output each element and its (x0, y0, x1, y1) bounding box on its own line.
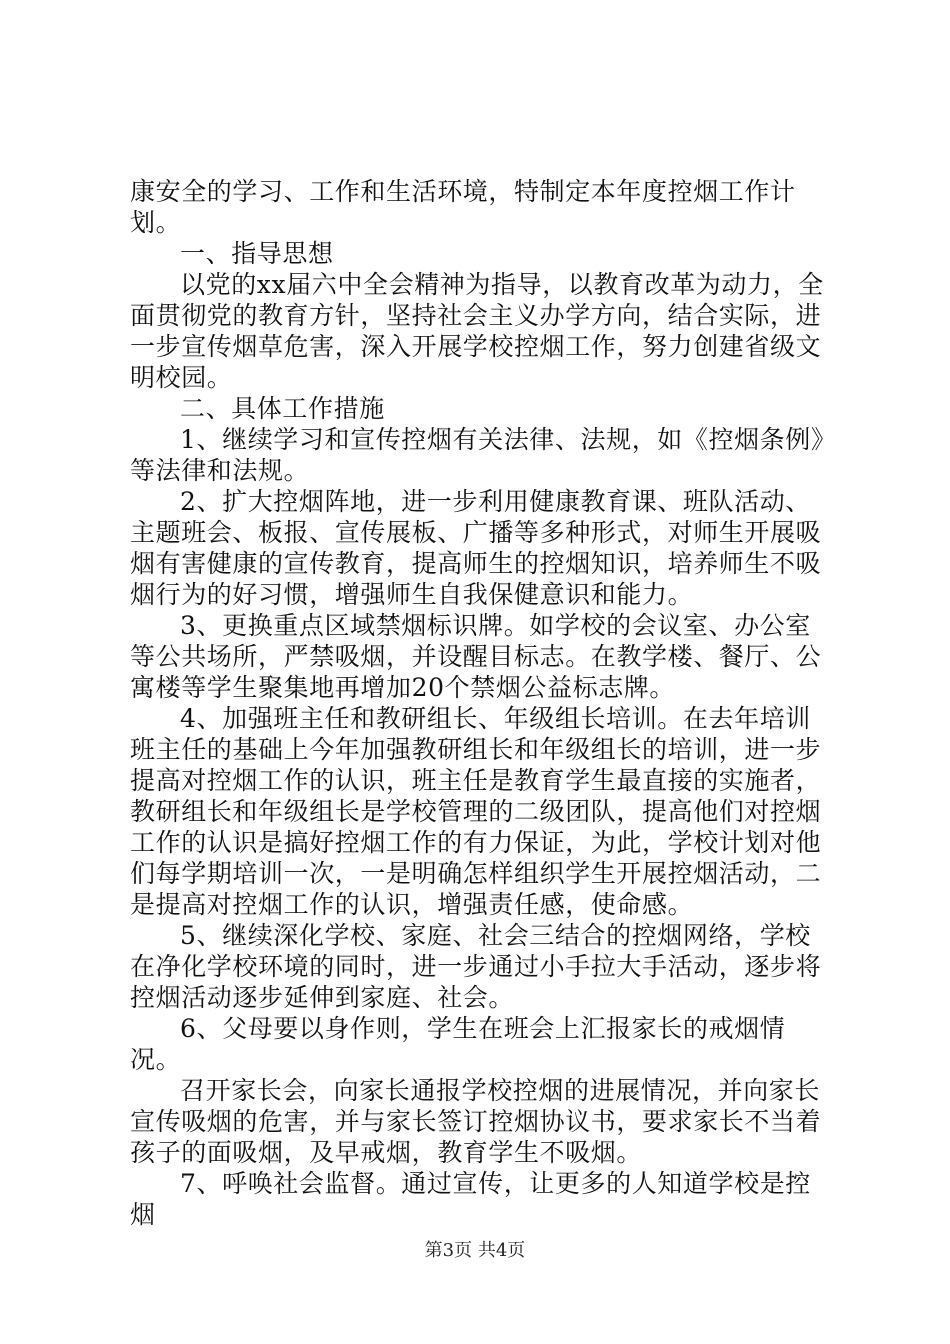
paragraph-parent-meeting: 召开家长会，向家长通报学校控烟的进展情况，并向家长宣传吸烟的危害，并与家长签订控烟协议书，要求家长不当着孩子的面吸烟，及早戒烟，教育学生不吸烟。 (130, 1076, 822, 1167)
paragraph-guiding-thought: 以党的xx届六中全会精神为指导，以教育改革为动力，全面贯彻党的教育方针，坚持社会主义办学方向，结合实际，进一步宣传烟草危害，深入开展学校控烟工作，努力创建省级文明校园。 (130, 270, 824, 392)
section-heading-guiding-thought: 一、指导思想 (180, 239, 334, 268)
paragraph-measure-2: 2、扩大控烟阵地，进一步利用健康教育课、班队活动、主题班会、板报、宣传展板、广播等多种形式，对师生开展吸烟有害健康的宣传教育，提高师生的控烟知识，培养师生不吸烟行为的好习惯，增强师生自我保健意识和能力。 (130, 487, 822, 609)
section-heading-measures: 二、具体工作措施 (180, 394, 385, 423)
paragraph-intro-continuation: 康安全的学习、工作和生活环境，特制定本年度控烟工作计划。 (130, 177, 796, 237)
paragraph-measure-7: 7、呼唤社会监督。通过宣传，让更多的人知道学校是控烟 (130, 1169, 811, 1229)
paragraph-measure-4: 4、加强班主任和教研组长、年级组长培训。在去年培训班主任的基础上今年加强教研组长和年级组长的培训，进一步提高对控烟工作的认识，班主任是教育学生最直接的实施者，教研组长和年级组长是学校管理的二级团队，提高他们对控烟工作的认识是搞好控烟工作的有力保证，为此，学校计划对他们每学期培训一次，一是明确怎样组织学生开展控烟活动，二是提高对控烟工作的认识，增强责任感，使命感。 (130, 704, 822, 919)
paragraph-measure-3: 3、更换重点区域禁烟标识牌。如学校的会议室、办公室等公共场所，严禁吸烟，并设醒目标志。在教学楼、餐厅、公寓楼等学生聚集地再增加20个禁烟公益标志牌。 (130, 611, 822, 702)
paragraph-measure-6: 6、父母要以身作则，学生在班会上汇报家长的戒烟情况。 (130, 1014, 786, 1074)
paragraph-measure-1: 1、继续学习和宣传控烟有关法律、法规，如《控烟条例》等法律和法规。 (130, 425, 825, 485)
paragraph-measure-5: 5、继续深化学校、家庭、社会三结合的控烟网络，学校在净化学校环境的同时，进一步通过小手拉大手活动，逐步将控烟活动逐步延伸到家庭、社会。 (130, 921, 822, 1012)
page-number-footer: 第3页 共4页 (424, 1240, 526, 1261)
